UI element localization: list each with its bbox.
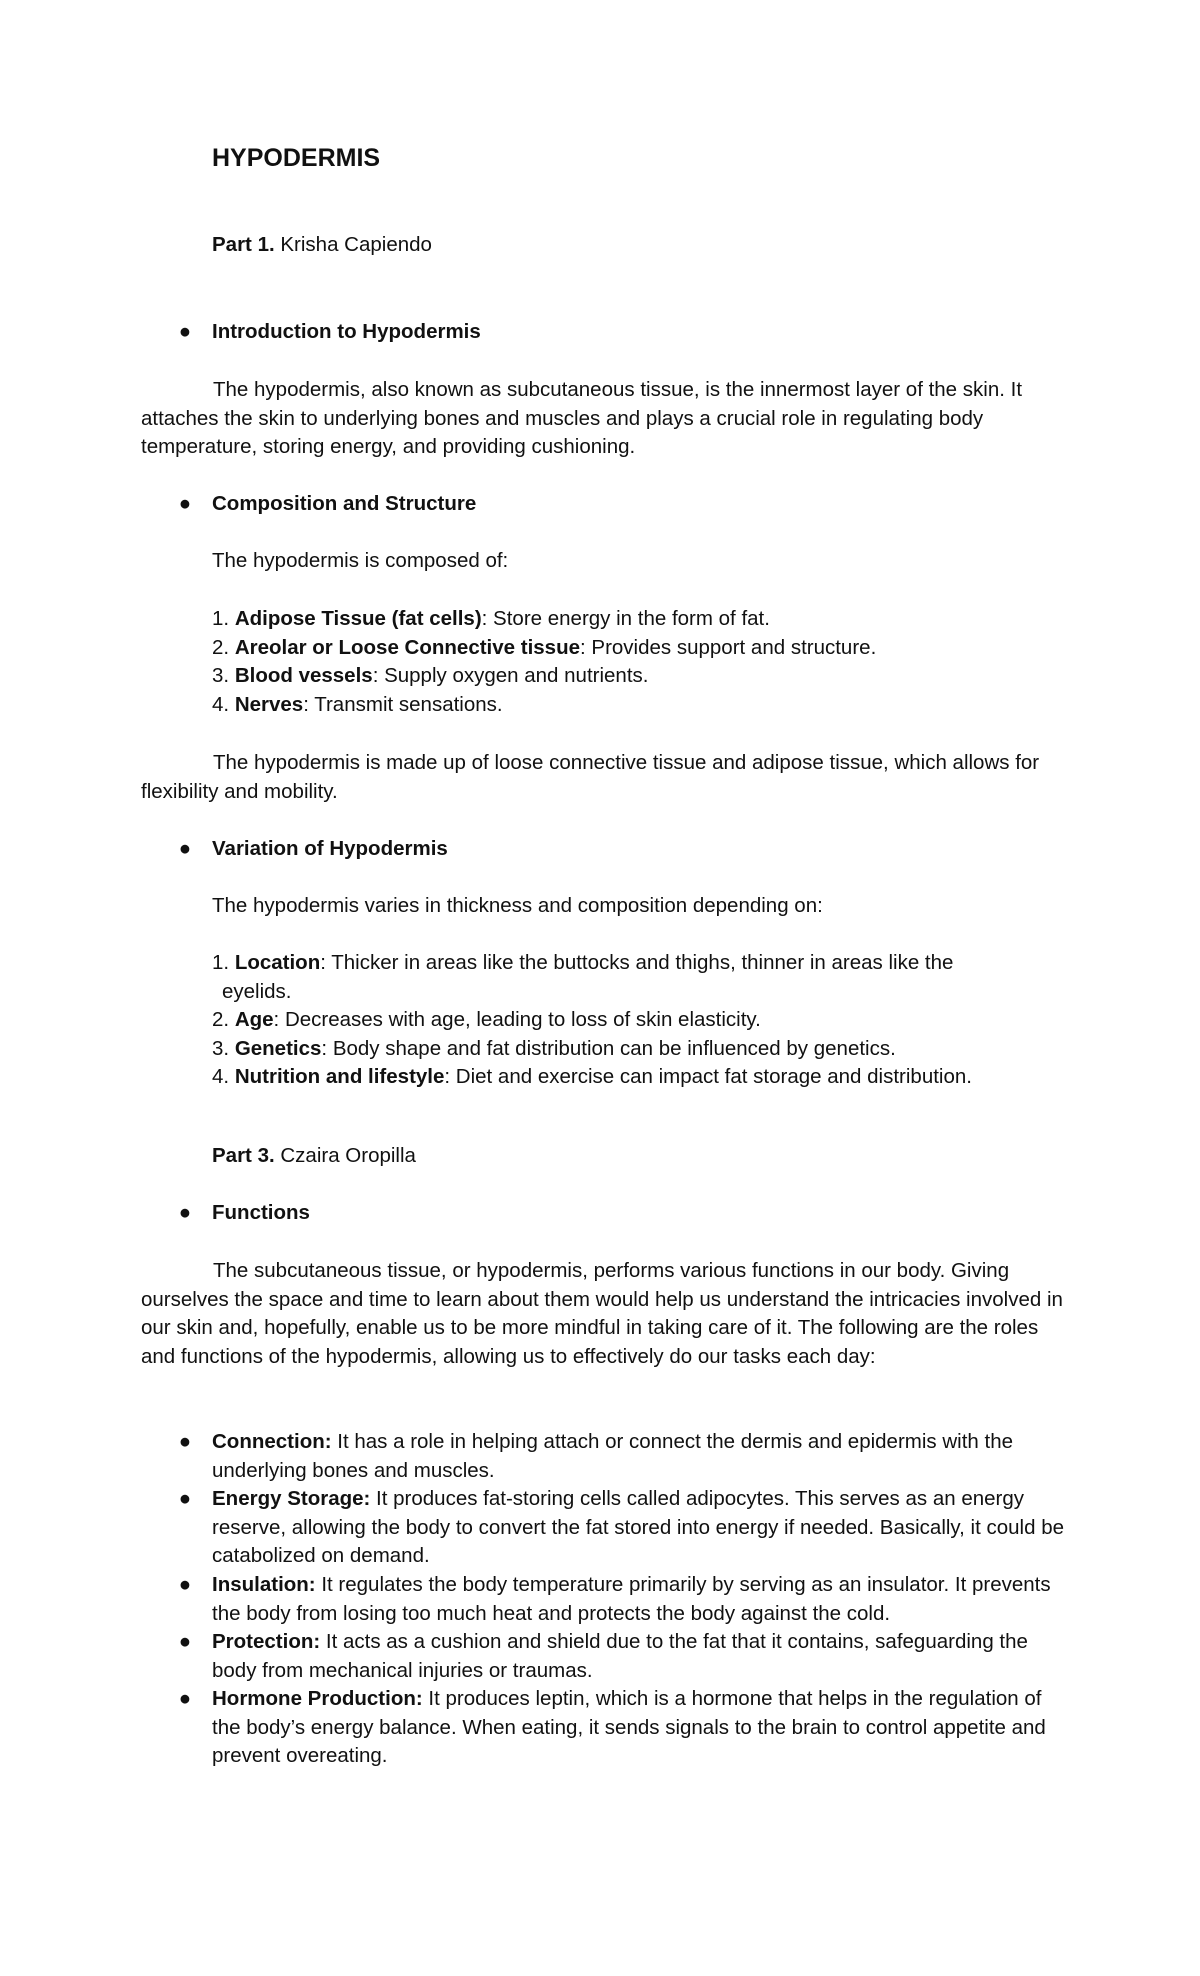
list-item: 1. Location: Thicker in areas like the buttocks and thighs, thinner in areas like the eyelids. <box>212 951 954 1003</box>
list-item: 3. Genetics: Body shape and fat distribution can be influenced by genetics. <box>212 1036 896 1060</box>
part1-author: Krisha Capiendo <box>280 233 432 256</box>
functions-paragraph: The subcutaneous tissue, or hypodermis, performs various functions in our body. Giving ourselves the space and time to learn about them would help us understand the intricacies involved in our skin and, hopefully, enable us to be more mindful in taking care of it. The following are the roles and functions of the hypodermis, allowing us to effectively do our tasks each day: <box>141 1259 1063 1368</box>
list-item: 3. Blood vessels: Supply oxygen and nutrients. <box>212 664 649 687</box>
list-item: 4. Nerves: Transmit sensations. <box>212 692 503 716</box>
intro-section-heading <box>0 318 1200 348</box>
bullet-icon: ● <box>178 1201 192 1224</box>
list-item: ● Protection: It acts as a cushion and shield due to the fat that it contains, safeguarding the body from mechanical injuries or traumas. <box>178 1630 1028 1682</box>
variation-lead: The hypodermis varies in thickness and composition depending on: <box>212 894 823 917</box>
composition-section-heading <box>0 490 1200 520</box>
part1-heading <box>212 231 432 260</box>
composition-lead: The hypodermis is composed of: <box>212 549 509 572</box>
functions-list <box>0 1428 1200 1771</box>
part3-heading <box>212 1142 416 1171</box>
list-item: 4. Nutrition and lifestyle: Diet and exercise can impact fat storage and distribution. <box>212 1065 972 1088</box>
bullet-icon: ● <box>178 1430 192 1453</box>
bullet-icon: ● <box>178 1630 192 1653</box>
functions-section-heading <box>0 1199 1200 1229</box>
bullet-icon: ● <box>178 1687 192 1710</box>
list-item: 1. Adipose Tissue (fat cells): Store energy in the form of fat. <box>212 607 770 630</box>
variation-section-heading <box>0 835 1200 865</box>
intro-heading: Introduction to Hypodermis <box>212 320 481 343</box>
list-item: ● Energy Storage: It produces fat-storing cells called adipocytes. This serves as an energy reserve, allowing the body to convert the fat stored into energy if needed. Basically, it could be catabolized on demand. <box>178 1487 1065 1567</box>
variation-list <box>212 949 1072 1092</box>
list-item: ● Insulation: It regulates the body temperature primarily by serving as an insulator. It prevents the body from losing too much heat and protects the body against the cold. <box>178 1573 1051 1625</box>
intro-paragraph: The hypodermis, also known as subcutaneous tissue, is the innermost layer of the skin. It attaches the skin to underlying bones and muscles and plays a crucial role in regulating body temperature, storing energy, and providing cushioning. <box>141 378 1023 458</box>
functions-heading: Functions <box>212 1201 310 1224</box>
part3-author: Czaira Oropilla <box>280 1144 416 1167</box>
part3-label: Part 3. <box>212 1144 275 1167</box>
list-item: 2. Areolar or Loose Connective tissue: Provides support and structure. <box>212 635 877 659</box>
list-item: 2. Age: Decreases with age, leading to loss of skin elasticity. <box>212 1008 761 1031</box>
variation-heading: Variation of Hypodermis <box>212 837 448 860</box>
list-item: ● Hormone Production: It produces leptin, which is a hormone that helps in the regulation of the body’s energy balance. When eating, it sends signals to the brain to control appetite and prevent overeating. <box>178 1687 1046 1767</box>
bullet-icon: ● <box>178 1573 192 1596</box>
bullet-icon: ● <box>178 320 192 343</box>
page-title: HYPODERMIS <box>212 144 381 172</box>
composition-list <box>212 605 1072 719</box>
composition-heading: Composition and Structure <box>212 492 477 515</box>
list-item: ● Connection: It has a role in helping attach or connect the dermis and epidermis with the underlying bones and muscles. <box>178 1430 1014 1482</box>
bullet-icon: ● <box>178 492 192 515</box>
bullet-icon: ● <box>178 837 192 860</box>
composition-summary: The hypodermis is made up of loose connective tissue and adipose tissue, which allows for flexibility and mobility. <box>141 751 1040 803</box>
bullet-icon: ● <box>178 1487 192 1510</box>
part1-label: Part 1. <box>212 233 275 256</box>
